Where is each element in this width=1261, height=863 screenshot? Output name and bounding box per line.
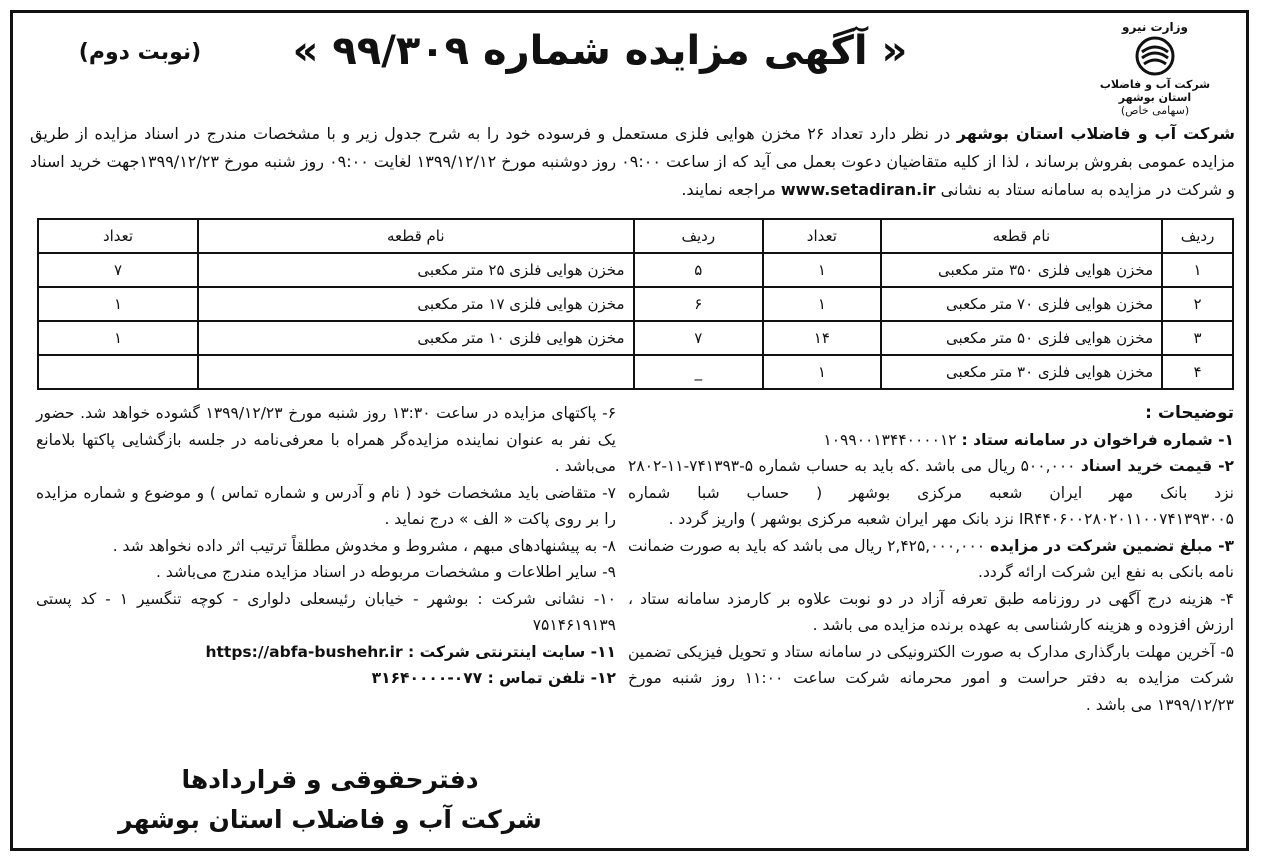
note-2 [628, 453, 1234, 533]
table-cell: ۱ [763, 253, 880, 287]
table-cell: ۷ [634, 321, 764, 355]
note-6: ۶- پاکتهای مزایده در ساعت ۱۳:۳۰ روز شنبه مورخ ۱۳۹۹/۱۲/۲۳ گشوده خواهد شد. حضور یک نفر به عنوان نماینده مزایده‌گر همراه با معرفی‌نامه در جلسه بازگشایی پاکتها بلامانع می‌باشد . [36, 404, 617, 475]
water-drop-logo-icon [1132, 36, 1178, 76]
note-3 [628, 533, 1234, 586]
table-cell [198, 355, 633, 389]
company-name: شرکت آب و فاضلاب استان بوشهر [1099, 78, 1211, 104]
table-cell: مخزن هوایی فلزی ۵۰ متر مکعبی [881, 321, 1163, 355]
table-cell: ۱ [38, 287, 198, 321]
note-3-label: ۳- مبلغ تضمین شرکت در مزایده [990, 536, 1234, 555]
note-7: ۷- متقاضی باید مشخصات خود ( نام و آدرس و شماره تماس ) و موضوع و شماره مزایده را بر روی پاکت « الف » درج نماید . [36, 483, 616, 528]
table-cell: ۱۴ [763, 321, 880, 355]
table-cell: مخزن هوایی فلزی ۳۵۰ متر مکعبی [881, 253, 1163, 287]
note-10: ۱۰- نشانی شرکت : بوشهر - خیابان رئیسعلی دلواری - کوچه تنگسیر ۱ - کد پستی ۷۵۱۴۶۱۹۱۳۹ [36, 589, 616, 634]
note-1-label: ۱- شماره فراخوان در سامانه ستاد : [961, 430, 1234, 449]
header-count-2: تعداد [38, 219, 198, 253]
note-2-text: ۵۰۰,۰۰۰ ریال می باشد .که باید به حساب شماره ۵-۷۴۱۳۹۳-۱۱-۲۸۰۲ نزد بانک مهر ایران شعبه مرکزی بوشهر ( حساب شبا شماره IR۴۴۰۶۰۰۲۸۰۲۰۱۱۰۰۷۴۱۳۹۳۰۰۵ نزد بانک مهر ایران شعبه مرکزی بوشهر ) واریز گردد . [628, 457, 1234, 528]
header-item-name: نام قطعه [881, 219, 1163, 253]
table-row [38, 321, 1233, 355]
notes-title: توضیحات : [1145, 403, 1234, 423]
note-2-label: ۲- قیمت خرید اسناد [1080, 457, 1234, 475]
note-5: ۵- آخرین مهلت بارگذاری مدارک به صورت الکترونیکی در سامانه ستاد و تحویل فیزیکی تضمین شرکت مزایده به دفتر حراست و امور محرمانه شرکت ساعت ۱۱:۰۰ روز شنبه مورخ ۱۳۹۹/۱۲/۲۳ می باشد . [628, 642, 1234, 714]
note-8: ۸- به پیشنهادهای مبهم ، مشروط و مخدوش مطلقاً ترتیب اثر داده نخواهد شد . [112, 536, 616, 555]
table-cell: ۴ [1162, 355, 1233, 389]
intro-paragraph [30, 120, 1235, 204]
note-1 [628, 427, 1234, 454]
table-cell: ۲ [1162, 287, 1233, 321]
table-row [38, 253, 1233, 287]
table-cell: ۱ [1162, 253, 1233, 287]
items-table [37, 218, 1234, 390]
note-12 [36, 665, 616, 692]
table-cell: ۷ [38, 253, 198, 287]
round-label: (نوبت دوم) [78, 40, 202, 65]
table-cell: مخزن هوایی فلزی ۲۵ متر مکعبی [198, 253, 633, 287]
company-website-link[interactable]: https://abfa-bushehr.ir [205, 642, 408, 661]
notes-right-column [628, 400, 1234, 718]
note-3-text: ۲,۴۲۵,۰۰۰,۰۰۰ ریال می باشد که باید به صورت ضمانت نامه بانکی به نفع این شرکت ارائه گردد. [628, 536, 1234, 581]
signature-department: دفترحقوقی و قراردادها [181, 765, 479, 794]
phone-number: ۰۷۷-۳۱۶۴۰۰۰۰ [371, 669, 488, 687]
header-count: تعداد [763, 219, 880, 253]
table-cell: ۶ [634, 287, 764, 321]
signature-company: شرکت آب و فاضلاب استان بوشهر [118, 805, 542, 834]
note-11 [36, 639, 616, 666]
table-header-row [38, 219, 1233, 253]
table-cell: ۱ [763, 287, 880, 321]
note-11-label: ۱۱- سایت اینترنتی شرکت : [408, 642, 616, 661]
note-1-value: ۱۰۹۹۰۰۱۳۴۴۰۰۰۰۱۲ [823, 430, 962, 449]
company-type: (سهامی خاص) [1120, 104, 1190, 117]
header-row-number-2: ردیف [634, 219, 764, 253]
table-cell: مخزن هوایی فلزی ۱۰ متر مکعبی [198, 321, 633, 355]
table-row [38, 287, 1233, 321]
page-title: « آگهی مزایده شماره ۹۹/۳۰۹ » [292, 28, 908, 74]
table-cell: ۵ [634, 253, 764, 287]
intro-body: در نظر دارد تعداد ۲۶ مخزن هوایی فلزی مستعمل و فرسوده خود را به شرح جدول زیر و با مشخصات مندرج در اسناد مزایده از طریق مزایده عمومی بفروش برساند ، لذا از کلیه متقاضیان دعوت بعمل می آید که از ساعت ۰۹:۰۰ روز دوشنبه مورخ ۱۳۹۹/۱۲/۱۲ لغایت ۰۹:۰۰ روز شنبه مورخ ۱۳۹۹/۱۲/۲۳جهت خرید اسناد و شرکت در مزایده به سامانه ستاد به نشانی [30, 124, 1235, 199]
table-cell: مخزن هوایی فلزی ۷۰ متر مکعبی [881, 287, 1163, 321]
table-cell: ۳ [1162, 321, 1233, 355]
table-cell: _ [634, 355, 764, 389]
table-cell: مخزن هوایی فلزی ۳۰ متر مکعبی [881, 355, 1163, 389]
header-item-name-2: نام قطعه [198, 219, 633, 253]
header-row-number: ردیف [1162, 219, 1233, 253]
table-cell: ۱ [38, 321, 198, 355]
note-12-label: ۱۲- تلفن تماس : [487, 669, 616, 687]
table-row [38, 355, 1233, 389]
company-logo-block [1085, 20, 1225, 120]
intro-tail: مراجعه نمایند. [681, 180, 781, 199]
signature-block [60, 760, 600, 840]
intro-lead: شرکت آب و فاضلاب استان بوشهر [956, 124, 1236, 143]
table-cell [38, 355, 198, 389]
note-4: ۴- هزینه درج آگهی در روزنامه طبق تعرفه آزاد در دو نوبت علاوه بر کارمزد سامانه ستاد ، ارزش افزوده و هزینه کارشناسی به عهده برنده مزایده می باشد . [628, 589, 1234, 634]
setad-website-link[interactable]: www.setadiran.ir [780, 180, 936, 199]
ministry-label: وزارت نیرو [1122, 20, 1188, 34]
table-cell: مخزن هوایی فلزی ۱۷ متر مکعبی [198, 287, 633, 321]
note-9: ۹- سایر اطلاعات و مشخصات مربوطه در اسناد مزایده مندرج می‌باشد . [156, 563, 616, 581]
table-cell: ۱ [763, 355, 880, 389]
notes-left-column [36, 400, 616, 692]
